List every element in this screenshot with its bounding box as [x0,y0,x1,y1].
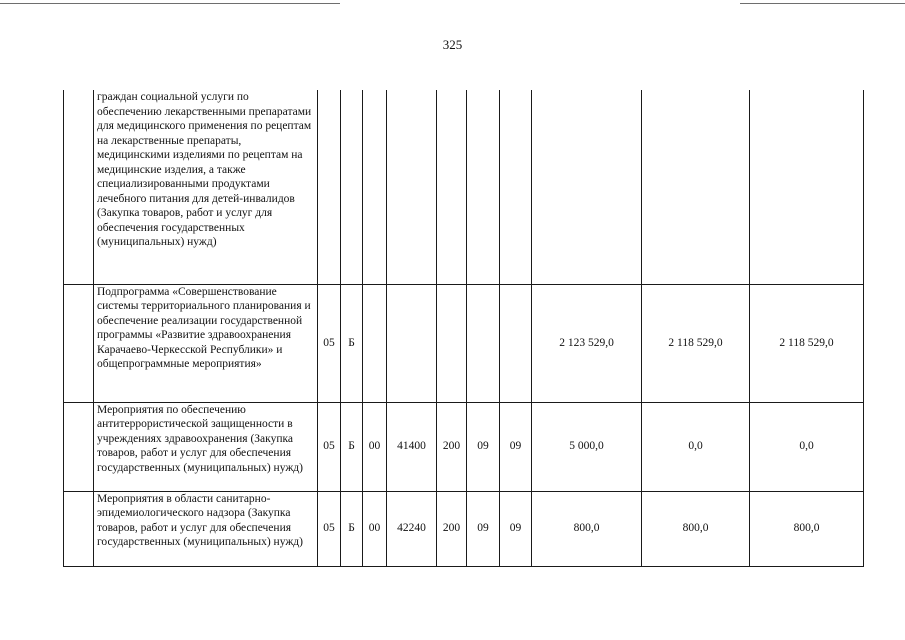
code-cell [467,284,500,402]
table-row [64,284,864,402]
code-cell: 05 [318,402,341,491]
code-cell: Б [341,402,363,491]
code-cell: 41400 [387,402,437,491]
amount-cell: 800,0 [532,491,642,566]
table-row [64,90,864,284]
code-cell [500,90,532,284]
amount-cell: 5 000,0 [532,402,642,491]
budget-table [63,90,864,567]
amount-cell: 2 123 529,0 [532,284,642,402]
table-row [64,402,864,491]
code-cell: 05 [318,491,341,566]
page-number: 325 [442,37,463,52]
item-name-cell: Мероприятия по обеспечению антитеррористической защищенности в учреждениях здравоохранения (Закупка товаров, работ и услуг для обеспечения государственных (муниципальных) нужд) [94,402,318,491]
amount-cell: 800,0 [750,491,864,566]
code-cell [318,90,341,284]
item-name-cell: Подпрограмма «Совершенствование системы территориального планирования и обеспечение реализации государственной программы «Развитие здравоохранения Карачаево-Черкесской Республики» и общепрограммные мероприятия» [94,284,318,402]
code-cell: Б [341,284,363,402]
code-cell: 200 [437,402,467,491]
amount-cell: 2 118 529,0 [642,284,750,402]
table-row [64,491,864,566]
index-cell [64,491,94,566]
amount-cell: 0,0 [642,402,750,491]
code-cell [467,90,500,284]
code-cell: 200 [437,491,467,566]
item-name-cell: граждан социальной услуги по обеспечению лекарственными препаратами для медицинского применения по рецептам на лекарственные препараты, медицинскими изделиями по рецептам на медицинские изделия, а также специализированными продуктами лечебного питания для детей-инвалидов (Закупка товаров, работ и услуг для обеспечения государственных (муниципальных) нужд) [94,90,318,284]
item-name-cell: Мероприятия в области санитарно-эпидемиологического надзора (Закупка товаров, работ и услуг для обеспечения государственных (муниципальных) нужд) [94,491,318,566]
code-cell [437,90,467,284]
index-cell [64,284,94,402]
code-cell [387,90,437,284]
top-rule-right [740,3,905,4]
code-cell: 09 [500,402,532,491]
amount-cell [642,90,750,284]
code-cell: 09 [500,491,532,566]
amount-cell [532,90,642,284]
code-cell [437,284,467,402]
top-rule-left [0,3,340,4]
code-cell [387,284,437,402]
code-cell [363,284,387,402]
code-cell: 00 [363,402,387,491]
code-cell: Б [341,491,363,566]
amount-cell [750,90,864,284]
code-cell: 05 [318,284,341,402]
code-cell [363,90,387,284]
code-cell: 09 [467,491,500,566]
amount-cell: 2 118 529,0 [750,284,864,402]
code-cell [341,90,363,284]
index-cell [64,90,94,284]
amount-cell: 0,0 [750,402,864,491]
amount-cell: 800,0 [642,491,750,566]
code-cell: 42240 [387,491,437,566]
code-cell: 00 [363,491,387,566]
code-cell [500,284,532,402]
index-cell [64,402,94,491]
code-cell: 09 [467,402,500,491]
